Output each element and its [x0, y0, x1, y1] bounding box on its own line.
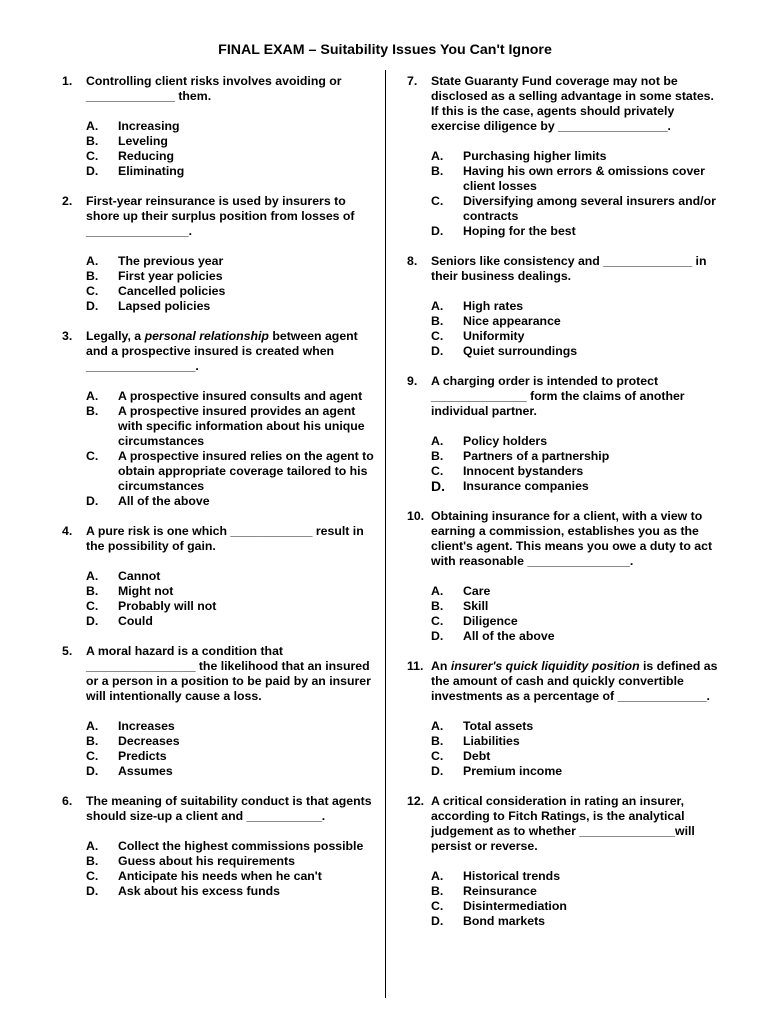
answer-options	[431, 149, 719, 239]
option-letter: D.	[86, 884, 99, 898]
exam-title: FINAL EXAM – Suitability Issues You Can't Ignore	[218, 42, 552, 58]
option-letter: A.	[86, 119, 99, 133]
option-text: Total assets	[463, 719, 534, 733]
option-letter: D.	[431, 344, 444, 358]
option-letter: A.	[431, 299, 444, 313]
option-letter: D.	[431, 224, 444, 238]
option-letter: B.	[86, 269, 99, 283]
option-letter: C.	[86, 284, 99, 298]
question-7	[407, 74, 719, 239]
option-letter: B.	[431, 314, 444, 328]
option-text: Diversifying among several insurers and/or contracts	[463, 194, 716, 223]
question-text: A charging order is intended to protect ______________ form the claims of another individual partner.	[431, 374, 685, 418]
answer-options	[431, 869, 719, 929]
question-10	[407, 509, 719, 644]
question-text-end: between agent and a prospective insured is created when ________________.	[86, 329, 358, 373]
answer-option[interactable]	[431, 164, 719, 194]
option-letter: D.	[431, 914, 444, 928]
answer-option[interactable]	[86, 494, 374, 509]
answer-option[interactable]	[431, 869, 719, 884]
answer-option[interactable]	[86, 854, 374, 869]
option-letter: D.	[431, 478, 445, 494]
option-letter: D.	[431, 764, 444, 778]
question-number: 3.	[62, 329, 73, 343]
option-text: Increasing	[118, 119, 180, 133]
answer-option[interactable]	[431, 299, 719, 314]
question-text	[86, 329, 374, 374]
question-text: First-year reinsurance is used by insurers to shore up their surplus position from losses of _______________.	[86, 194, 355, 238]
option-text: Lapsed policies	[118, 299, 211, 313]
question-4	[62, 524, 374, 629]
option-letter: A.	[86, 569, 99, 583]
option-text: Eliminating	[118, 164, 185, 178]
option-text: Might not	[118, 584, 174, 598]
answer-option[interactable]	[86, 149, 374, 164]
answer-option[interactable]	[431, 734, 719, 749]
answer-option[interactable]	[86, 404, 374, 449]
option-text: The previous year	[118, 254, 224, 268]
question-2	[62, 194, 374, 314]
question-emphasis: insurer's quick liquidity position	[450, 659, 640, 673]
answer-option[interactable]	[431, 329, 719, 344]
option-text: Guess about his requirements	[118, 854, 295, 868]
right-column	[407, 74, 719, 944]
option-text: All of the above	[463, 629, 555, 643]
option-text: Decreases	[118, 734, 180, 748]
option-text: Historical trends	[463, 869, 561, 883]
answer-option[interactable]	[431, 434, 719, 449]
option-text: Innocent bystanders	[463, 464, 584, 478]
option-text: First year policies	[118, 269, 223, 283]
answer-options	[431, 434, 719, 494]
answer-option[interactable]	[431, 884, 719, 899]
option-letter: B.	[431, 599, 444, 613]
question-number: 2.	[62, 194, 73, 208]
option-text: Reducing	[118, 149, 175, 163]
answer-option[interactable]	[86, 764, 374, 779]
option-letter: D.	[86, 764, 99, 778]
answer-option[interactable]	[431, 749, 719, 764]
option-text: Predicts	[118, 749, 167, 763]
question-number: 11.	[407, 659, 424, 673]
question-number: 9.	[407, 374, 418, 388]
option-text: Policy holders	[463, 434, 548, 448]
answer-option[interactable]	[86, 869, 374, 884]
option-text: Bond markets	[463, 914, 546, 928]
question-text-start: An	[431, 659, 451, 673]
option-text: Hoping for the best	[463, 224, 576, 238]
option-letter: A.	[86, 839, 99, 853]
answer-option[interactable]	[86, 269, 374, 284]
question-8	[407, 254, 719, 359]
option-text: Nice appearance	[463, 314, 561, 328]
question-text: State Guaranty Fund coverage may not be disclosed as a selling advantage in some states. If this is the case, agents should privately exercise diligence by ________________.	[431, 74, 714, 133]
option-text: Quiet surroundings	[463, 344, 578, 358]
answer-options	[86, 839, 374, 899]
option-letter: A.	[86, 254, 99, 268]
option-letter: C.	[431, 749, 444, 763]
question-text: The meaning of suitability conduct is that agents should size-up a client and ___________.	[86, 794, 372, 823]
option-text: Disintermediation	[463, 899, 567, 913]
answer-option[interactable]	[431, 899, 719, 914]
question-emphasis: personal relationship	[144, 329, 269, 343]
answer-options	[86, 569, 374, 629]
option-letter: C.	[431, 194, 444, 208]
option-letter: B.	[431, 449, 444, 463]
option-letter: B.	[431, 164, 444, 178]
option-text: A prospective insured consults and agent	[118, 389, 363, 403]
answer-option[interactable]	[86, 569, 374, 584]
question-text: Obtaining insurance for a client, with a view to earning a commission, establishes you as the client's agent. This means you owe a duty to act with reasonable _______________.	[431, 509, 713, 568]
option-text: Skill	[463, 599, 489, 613]
answer-option[interactable]	[86, 299, 374, 314]
option-letter: B.	[86, 854, 99, 868]
question-11	[407, 659, 719, 779]
option-text: Having his own errors & omissions cover client losses	[463, 164, 705, 193]
column-divider	[385, 70, 386, 998]
option-letter: C.	[86, 749, 99, 763]
question-text-start: Legally, a	[86, 329, 145, 343]
option-letter: D.	[86, 614, 99, 628]
option-letter: B.	[86, 404, 99, 418]
answer-option[interactable]	[86, 839, 374, 854]
option-text: Reinsurance	[463, 884, 537, 898]
question-text: Controlling client risks involves avoiding or _____________ them.	[86, 74, 342, 103]
option-letter: B.	[86, 134, 99, 148]
option-text: Diligence	[463, 614, 518, 628]
option-text: Could	[118, 614, 153, 628]
question-text-end: is defined as the amount of cash and quickly convertible investments as a percentage of _____________.	[431, 659, 718, 703]
answer-option[interactable]	[86, 449, 374, 494]
option-letter: C.	[86, 869, 99, 883]
question-3	[62, 329, 374, 509]
option-letter: A.	[431, 434, 444, 448]
option-letter: D.	[86, 164, 99, 178]
answer-option[interactable]	[86, 884, 374, 899]
option-text: Probably will not	[118, 599, 217, 613]
question-number: 5.	[62, 644, 73, 658]
option-text: High rates	[463, 299, 524, 313]
answer-option[interactable]	[431, 149, 719, 164]
answer-option[interactable]	[86, 164, 374, 179]
answer-option[interactable]	[86, 254, 374, 269]
option-text: Uniformity	[463, 329, 525, 343]
option-letter: A.	[86, 389, 99, 403]
answer-options	[86, 719, 374, 779]
answer-options	[431, 584, 719, 644]
option-text: Cannot	[118, 569, 161, 583]
question-number: 12.	[407, 794, 425, 808]
answer-option[interactable]	[86, 719, 374, 734]
answer-options	[431, 719, 719, 779]
option-letter: A.	[431, 584, 444, 598]
question-5	[62, 644, 374, 779]
left-column	[62, 74, 374, 914]
question-text: Seniors like consistency and _____________ in their business dealings.	[431, 254, 707, 283]
question-number: 10.	[407, 509, 425, 523]
answer-option[interactable]	[86, 584, 374, 599]
option-text: Increases	[118, 719, 175, 733]
answer-option[interactable]	[86, 614, 374, 629]
answer-options	[86, 119, 374, 179]
option-letter: B.	[431, 734, 444, 748]
option-letter: B.	[86, 734, 99, 748]
answer-option[interactable]	[431, 584, 719, 599]
option-text: Cancelled policies	[118, 284, 226, 298]
answer-option[interactable]	[431, 464, 719, 479]
answer-option[interactable]	[431, 764, 719, 779]
question-12	[407, 794, 719, 929]
answer-option[interactable]	[86, 119, 374, 134]
question-text: A moral hazard is a condition that ________________ the likelihood that an insured or a person in a position to be paid by an insurer will intentionally cause a loss.	[86, 644, 371, 703]
answer-option[interactable]	[86, 599, 374, 614]
option-letter: C.	[431, 464, 444, 478]
question-1	[62, 74, 374, 179]
question-number: 7.	[407, 74, 418, 88]
answer-option[interactable]	[86, 284, 374, 299]
answer-option[interactable]	[431, 449, 719, 464]
option-text: Debt	[463, 749, 491, 763]
question-6	[62, 794, 374, 899]
answer-option[interactable]	[431, 599, 719, 614]
option-letter: A.	[431, 149, 444, 163]
option-text: Anticipate his needs when he can't	[118, 869, 322, 883]
question-number: 4.	[62, 524, 73, 538]
option-letter: C.	[86, 449, 99, 463]
question-text	[431, 659, 719, 704]
option-letter: C.	[86, 149, 99, 163]
answer-option[interactable]	[431, 914, 719, 929]
option-text: Ask about his excess funds	[118, 884, 280, 898]
option-text: Collect the highest commissions possible	[118, 839, 364, 853]
option-text: Care	[463, 584, 491, 598]
option-letter: D.	[86, 494, 99, 508]
option-letter: A.	[431, 869, 444, 883]
answer-option[interactable]	[431, 479, 719, 494]
option-text: All of the above	[118, 494, 210, 508]
question-text: A pure risk is one which ____________ result in the possibility of gain.	[86, 524, 364, 553]
option-text: A prospective insured provides an agent with specific information about his unique circumstances	[118, 404, 365, 448]
question-number: 6.	[62, 794, 73, 808]
answer-options	[431, 299, 719, 359]
answer-option[interactable]	[431, 629, 719, 644]
answer-option[interactable]	[86, 734, 374, 749]
answer-option[interactable]	[86, 389, 374, 404]
answer-option[interactable]	[86, 134, 374, 149]
option-text: A prospective insured relies on the agent to obtain appropriate coverage tailored to his circumstances	[118, 449, 374, 493]
answer-option[interactable]	[431, 314, 719, 329]
option-letter: D.	[86, 299, 99, 313]
answer-options	[86, 254, 374, 314]
answer-option[interactable]	[431, 194, 719, 224]
answer-option[interactable]	[431, 344, 719, 359]
question-9	[407, 374, 719, 494]
option-text: Liabilities	[463, 734, 520, 748]
question-number: 8.	[407, 254, 418, 268]
question-text: A critical consideration in rating an insurer, according to Fitch Ratings, is the analytical judgement as to whether ______________will persist or reverse.	[431, 794, 695, 853]
option-letter: B.	[431, 884, 444, 898]
answer-option[interactable]	[431, 614, 719, 629]
answer-option[interactable]	[431, 719, 719, 734]
option-letter: B.	[86, 584, 99, 598]
question-number: 1.	[62, 74, 73, 88]
option-letter: C.	[86, 599, 99, 613]
option-letter: A.	[86, 719, 99, 733]
option-text: Assumes	[118, 764, 173, 778]
option-letter: D.	[431, 629, 444, 643]
option-text: Partners of a partnership	[463, 449, 610, 463]
option-text: Purchasing higher limits	[463, 149, 607, 163]
answer-option[interactable]	[86, 749, 374, 764]
option-letter: A.	[431, 719, 444, 733]
option-letter: C.	[431, 614, 444, 628]
option-text: Premium income	[463, 764, 563, 778]
option-letter: C.	[431, 329, 444, 343]
option-letter: C.	[431, 899, 444, 913]
option-text: Insurance companies	[463, 479, 589, 493]
option-text: Leveling	[118, 134, 168, 148]
answer-option[interactable]	[431, 224, 719, 239]
answer-options	[86, 389, 374, 509]
